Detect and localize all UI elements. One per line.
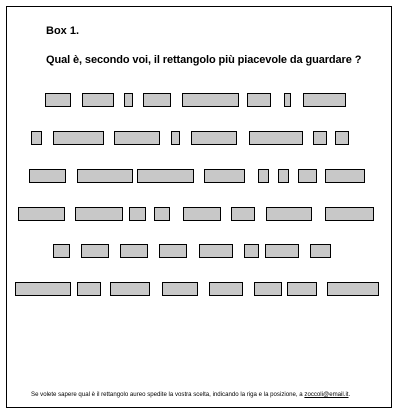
rectangle-row3-pos5 (258, 169, 269, 183)
rectangle-row1-pos8 (303, 93, 346, 107)
question-text: Qual è, secondo voi, il rettangolo più piacevole da guardare ? (46, 54, 362, 66)
rectangle-row4-pos3 (129, 207, 146, 221)
footer-text: Se volete sapere qual è il rettangolo aureo spedite la vostra scelta, indicando la riga e la posizione, a (31, 391, 303, 398)
rectangle-row3-pos2 (77, 169, 133, 183)
rectangle-row3-pos1 (29, 169, 66, 183)
rectangle-row2-pos1 (31, 131, 42, 145)
rectangle-row3-pos6 (278, 169, 289, 183)
rectangle-row1-pos3 (124, 93, 133, 107)
rectangle-row1-pos5 (182, 93, 239, 107)
rectangle-row5-pos8 (310, 244, 331, 258)
footer-email-link[interactable]: zoccoli@email.it (304, 391, 349, 398)
rectangle-row2-pos3 (114, 131, 160, 145)
rectangle-row4-pos6 (231, 207, 255, 221)
rectangle-row5-pos7 (265, 244, 299, 258)
rectangle-row1-pos2 (82, 93, 114, 107)
box-title: Box 1. (46, 25, 80, 37)
rectangle-row6-pos8 (327, 282, 379, 296)
rectangle-row5-pos2 (81, 244, 109, 258)
rectangle-row3-pos3 (137, 169, 194, 183)
rectangle-row4-pos7 (266, 207, 312, 221)
rectangle-row5-pos4 (159, 244, 187, 258)
rectangle-row5-pos1 (53, 244, 70, 258)
rectangle-row3-pos4 (204, 169, 245, 183)
rectangle-row1-pos1 (45, 93, 71, 107)
rectangle-row2-pos8 (335, 131, 349, 145)
rectangle-row2-pos5 (191, 131, 237, 145)
rectangle-row6-pos4 (162, 282, 198, 296)
rectangle-row2-pos6 (249, 131, 303, 145)
rectangle-row6-pos5 (209, 282, 243, 296)
rectangle-row2-pos2 (53, 131, 104, 145)
rectangle-row3-pos8 (325, 169, 365, 183)
footer-end: . (348, 391, 351, 398)
rectangle-row6-pos2 (77, 282, 101, 296)
rectangle-row2-pos7 (313, 131, 327, 145)
rectangle-row6-pos3 (110, 282, 150, 296)
rectangle-row6-pos1 (15, 282, 71, 296)
rectangle-row4-pos2 (75, 207, 123, 221)
rectangle-row4-pos1 (18, 207, 65, 221)
rectangle-row5-pos3 (120, 244, 148, 258)
rectangle-row4-pos8 (325, 207, 374, 221)
rectangle-row6-pos6 (254, 282, 282, 296)
rectangle-row1-pos6 (247, 93, 271, 107)
rectangle-row2-pos4 (171, 131, 180, 145)
rectangle-row3-pos7 (298, 169, 317, 183)
rectangle-row1-pos7 (284, 93, 291, 107)
rectangle-row4-pos4 (154, 207, 170, 221)
rectangle-row5-pos5 (199, 244, 233, 258)
rectangle-row4-pos5 (183, 207, 221, 221)
rectangle-row6-pos7 (287, 282, 317, 296)
rectangle-row5-pos6 (244, 244, 259, 258)
footer-note (31, 391, 350, 398)
rectangle-row1-pos4 (143, 93, 171, 107)
box-frame (6, 6, 392, 408)
